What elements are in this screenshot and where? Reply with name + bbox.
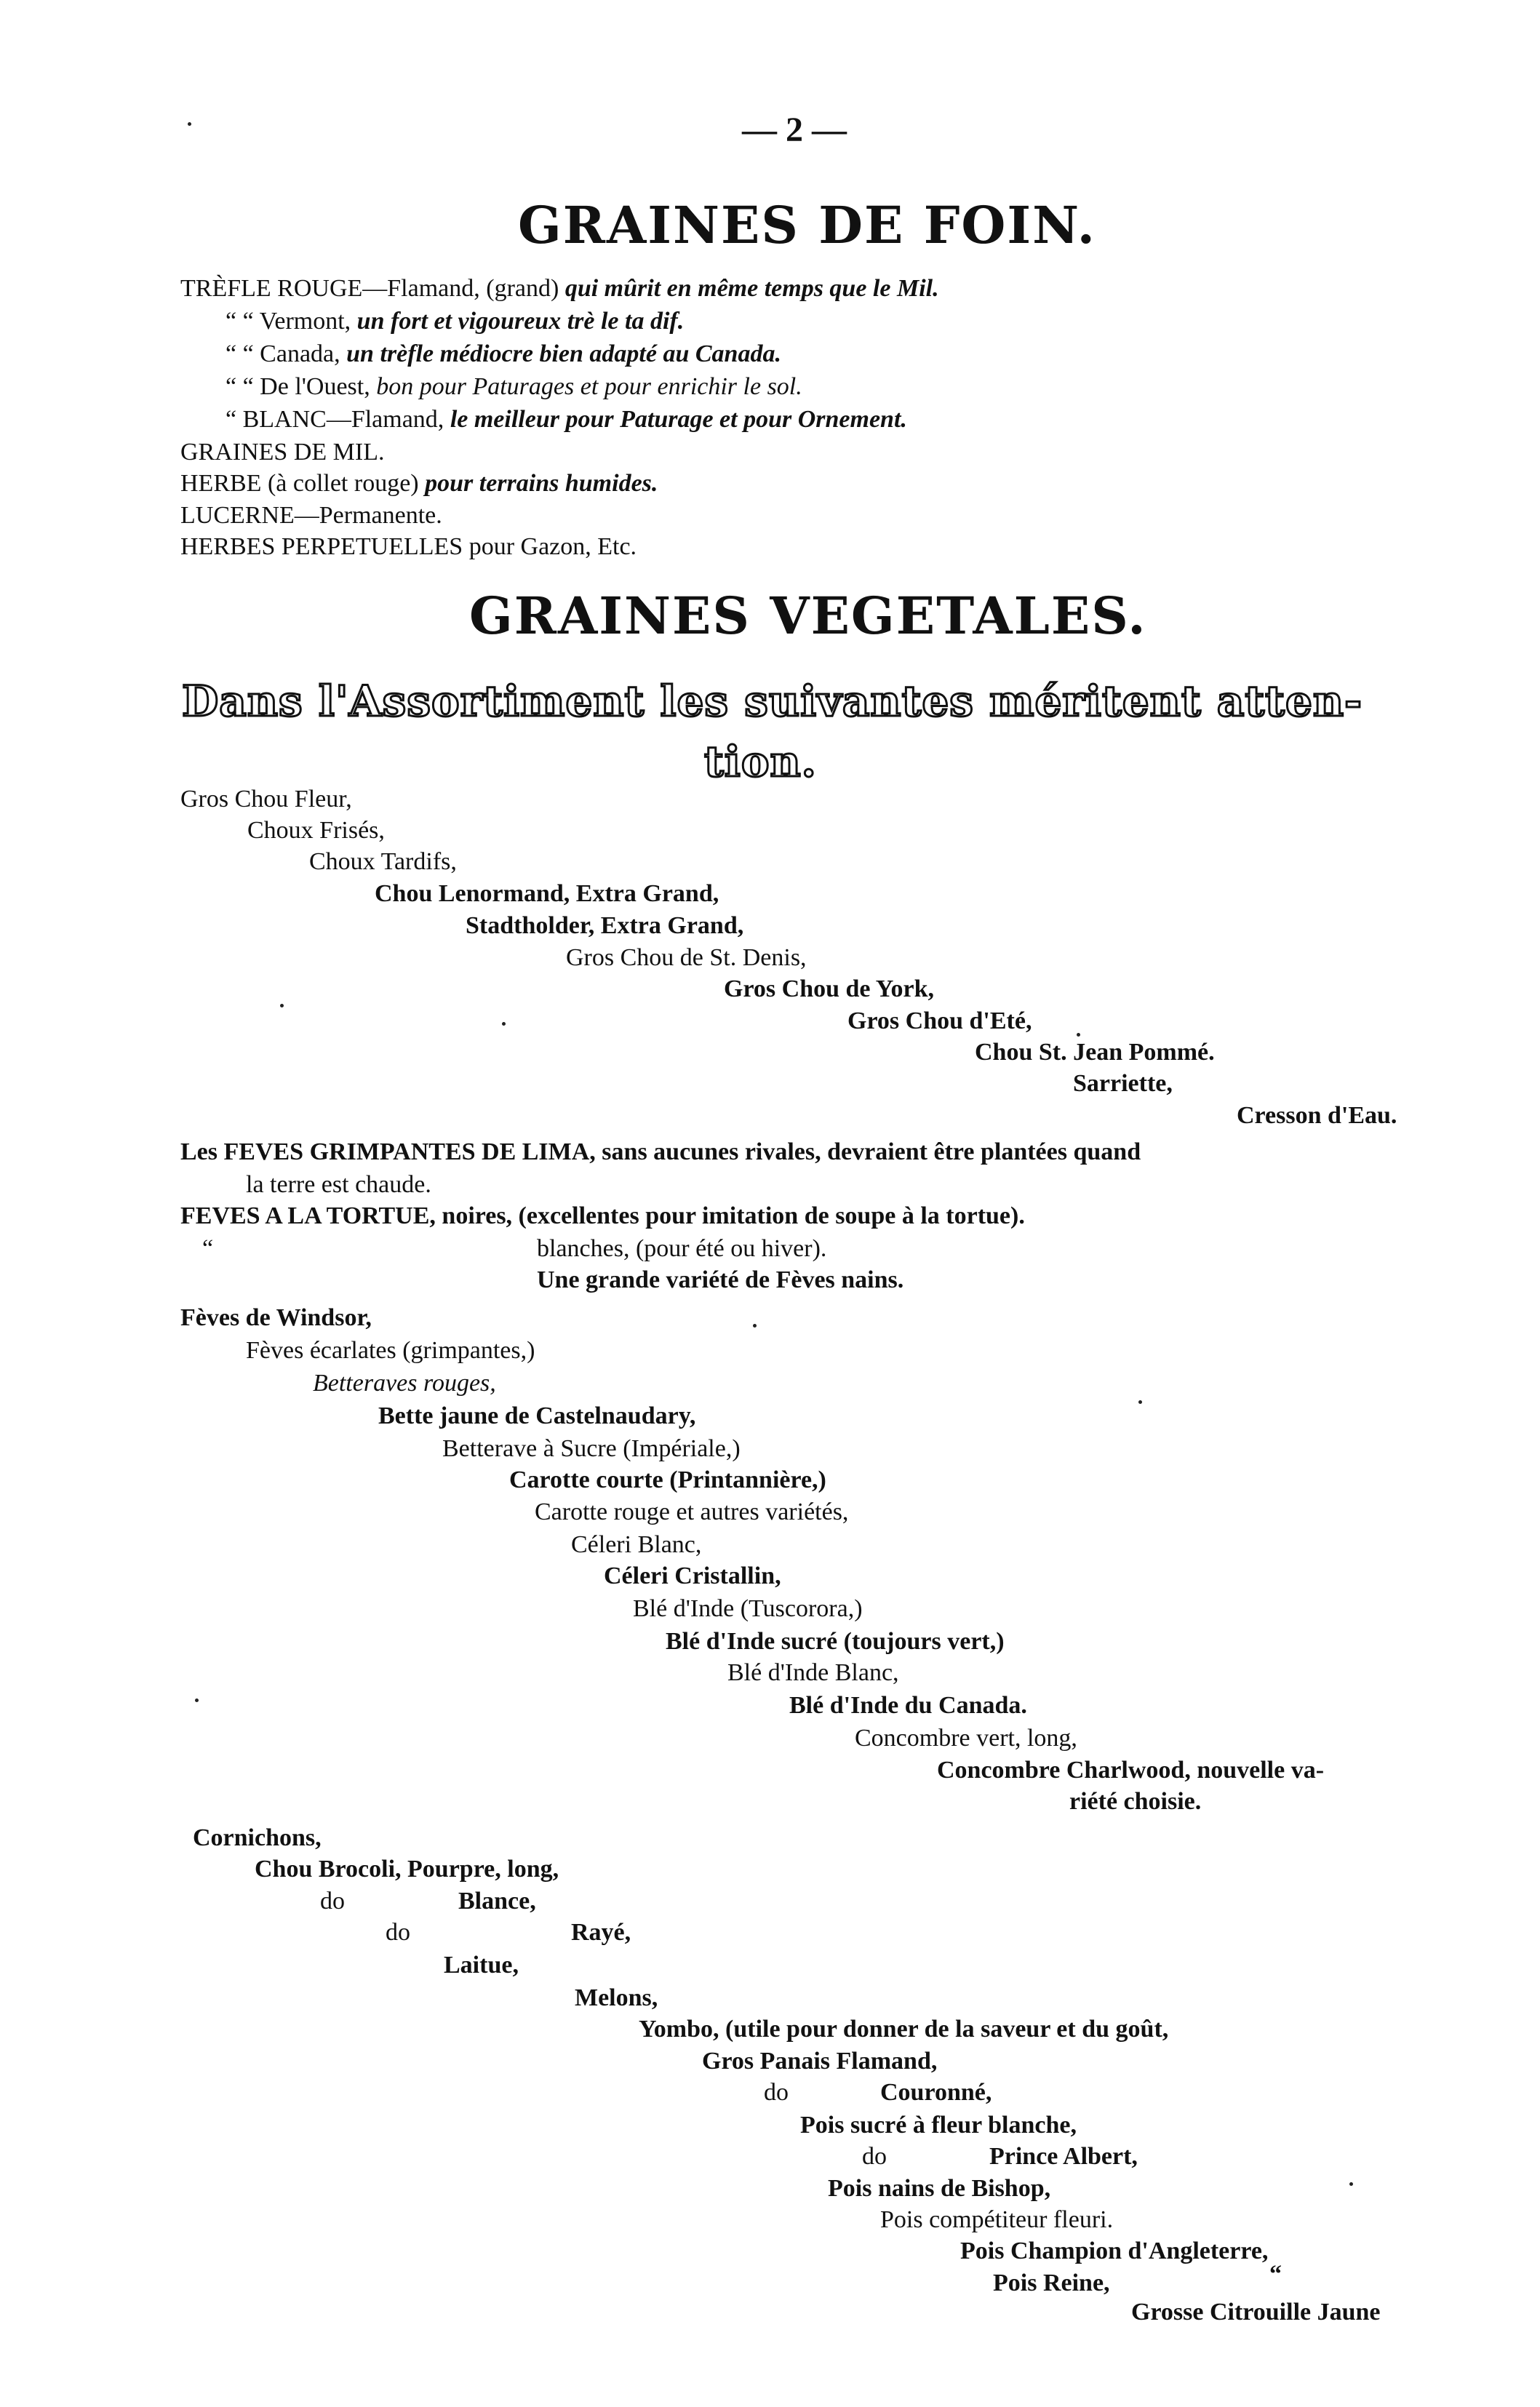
list-item: Blance,: [458, 1888, 536, 1915]
list-item: Fèves de Windsor,: [180, 1304, 372, 1331]
list-item: Gros Chou d'Eté,: [847, 1007, 1032, 1034]
scan-speck: [1349, 2182, 1353, 2186]
page-number: — 2 —: [742, 111, 847, 149]
list-item: “ “ Vermont, un fort et vigoureux trè le ta dif.: [226, 308, 685, 335]
list-item: riété choisie.: [1069, 1788, 1202, 1815]
tortue-beans-line1: FEVES A LA TORTUE, noires, (excellentes pour imitation de soupe à la tortue).: [180, 1202, 1025, 1229]
section-subtitle-line2: tion.: [704, 737, 817, 786]
scan-speck: [188, 122, 191, 126]
scan-speck: [753, 1324, 757, 1328]
list-item: Laitue,: [444, 1952, 519, 1979]
list-item: Blé d'Inde du Canada.: [789, 1692, 1027, 1719]
list-item: Blé d'Inde (Tuscorora,): [633, 1595, 863, 1622]
list-item: Betterave à Sucre (Impériale,): [442, 1435, 741, 1462]
list-item: TRÈFLE ROUGE—Flamand, (grand) qui mûrit en même temps que le Mil.: [180, 275, 939, 302]
ditto-mark: “: [202, 1235, 214, 1262]
list-item: do: [764, 2079, 789, 2106]
tortue-beans-line3: Une grande variété de Fèves nains.: [537, 1266, 904, 1293]
list-item: “ “ Canada, un trèfle médiocre bien adapté au Canada.: [226, 340, 781, 367]
list-item: Pois nains de Bishop,: [828, 2175, 1051, 2202]
list-item: Yombo, (utile pour donner de la saveur et du goût,: [639, 2016, 1169, 2043]
section-subtitle-line1: Dans l'Assortiment les suivantes méritent atten-: [182, 676, 1363, 726]
list-item: Rayé,: [571, 1919, 631, 1946]
list-item: Prince Albert,: [989, 2143, 1138, 2170]
scan-speck: [195, 1699, 199, 1702]
list-item: Chou St. Jean Pommé.: [975, 1039, 1215, 1066]
list-item: Chou Brocoli, Pourpre, long,: [255, 1856, 559, 1883]
list-item: LUCERNE—Permanente.: [180, 502, 442, 529]
list-item: Gros Chou Fleur,: [180, 786, 352, 813]
lima-beans-line2: la terre est chaude.: [246, 1171, 431, 1198]
lima-beans-line1: Les FEVES GRIMPANTES DE LIMA, sans aucunes rivales, devraient être plantées quand: [180, 1138, 1141, 1165]
list-item: Pois Reine,: [993, 2270, 1110, 2296]
list-item: Melons,: [575, 1984, 658, 2011]
list-item: “ BLANC—Flamand, le meilleur pour Paturage et pour Ornement.: [226, 406, 907, 433]
list-item: Concombre Charlwood, nouvelle va-: [937, 1757, 1325, 1784]
tortue-beans-line2: blanches, (pour été ou hiver).: [537, 1235, 827, 1262]
ditto-mark: “: [1269, 2261, 1282, 2288]
list-item: do: [386, 1919, 410, 1946]
list-item: Pois sucré à fleur blanche,: [800, 2112, 1077, 2139]
scan-speck: [1138, 1400, 1142, 1404]
scan-speck: [1077, 1033, 1080, 1037]
list-item: do: [862, 2143, 887, 2170]
list-item: Concombre vert, long,: [855, 1725, 1077, 1752]
list-item: Gros Panais Flamand,: [702, 2048, 938, 2075]
list-item: Pois Champion d'Angleterre,: [960, 2238, 1269, 2264]
list-item: Gros Chou de St. Denis,: [566, 944, 807, 971]
list-item: Céleri Blanc,: [571, 1531, 702, 1558]
list-item: Choux Tardifs,: [309, 848, 457, 875]
list-item: GRAINES DE MIL.: [180, 439, 385, 466]
list-item: “ “ De l'Ouest, bon pour Paturages et pour enrichir le sol.: [226, 373, 802, 400]
list-item: Sarriette,: [1073, 1070, 1173, 1097]
list-item: Bette jaune de Castelnaudary,: [378, 1402, 696, 1429]
list-item: Couronné,: [880, 2079, 992, 2106]
list-item: Carotte rouge et autres variétés,: [535, 1498, 849, 1525]
list-item: Grosse Citrouille Jaune: [1131, 2299, 1381, 2326]
list-item: Gros Chou de York,: [724, 975, 935, 1002]
section-title-graines-vegetales: GRAINES VEGETALES.: [469, 586, 1147, 646]
list-item: Cornichons,: [193, 1824, 322, 1851]
list-item: Choux Frisés,: [247, 817, 385, 844]
list-item: Fèves écarlates (grimpantes,): [246, 1337, 535, 1364]
list-item: Carotte courte (Printannière,): [509, 1466, 826, 1493]
list-item: HERBE (à collet rouge) pour terrains humides.: [180, 470, 658, 497]
list-item: Cresson d'Eau.: [1237, 1102, 1397, 1129]
list-item: HERBES PERPETUELLES pour Gazon, Etc.: [180, 533, 637, 560]
list-item: do: [320, 1888, 345, 1915]
list-item: Chou Lenormand, Extra Grand,: [375, 880, 719, 907]
list-item: Blé d'Inde sucré (toujours vert,): [666, 1628, 1005, 1655]
list-item: Betteraves rouges,: [313, 1370, 496, 1397]
section-title-graines-de-foin: GRAINES DE FOIN.: [518, 195, 1096, 255]
scan-speck: [280, 1004, 284, 1007]
scan-speck: [502, 1022, 506, 1026]
list-item: Pois compétiteur fleuri.: [880, 2206, 1114, 2233]
list-item: Céleri Cristallin,: [604, 1562, 781, 1589]
list-item: Blé d'Inde Blanc,: [727, 1659, 899, 1686]
list-item: Stadtholder, Extra Grand,: [466, 912, 744, 939]
